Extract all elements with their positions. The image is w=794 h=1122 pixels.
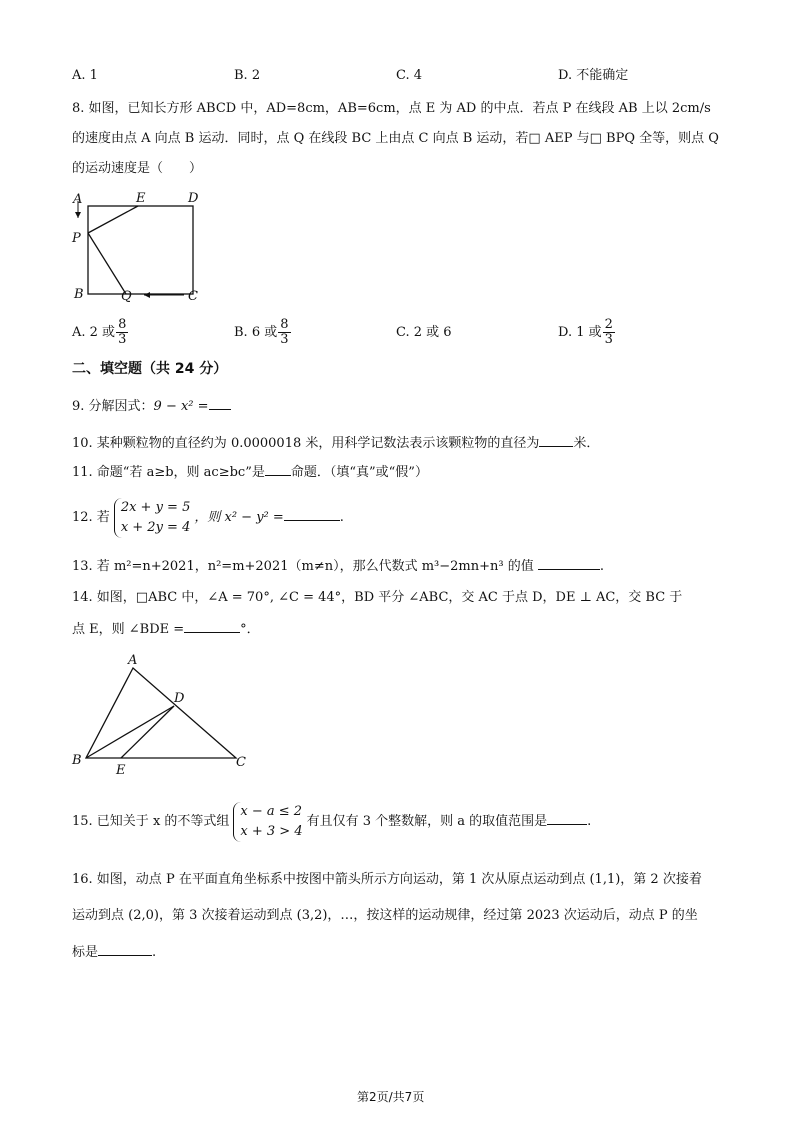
q13: 13. 若 m²=n+2021，n²=m+2021（m≠n），那么代数式 m³−2mn+n³ 的值 . — [72, 559, 605, 574]
section-2-title: 二、填空题（共 24 分） — [72, 361, 228, 377]
label-a: A — [73, 192, 83, 207]
q10: 10. 某种颗粒物的直径约为 0.0000018 米，用科学记数法表示该颗粒物的直径为 米． — [72, 436, 600, 451]
rectangle-abcd — [88, 206, 193, 294]
q12: 12. 若 2x + y = 5 x + 2y = 4 ，则 x² − y² = . — [72, 496, 344, 540]
label-c: C — [236, 755, 246, 770]
q8-line-3: 的运动速度是（ ） — [72, 161, 203, 176]
q8-option-a: A. 2 或 $\frac{8}{3}$ — [72, 317, 127, 347]
q15: 15. 已知关于 x 的不等式组 x − a ≤ 2 x + 3 > 4 有且仅有 3 个整数解，则 a 的取值范围是 . — [72, 800, 591, 844]
q14-line-1: 14. 如图，□ABC 中，∠A = 70°, ∠C = 44°，BD 平分 ∠ABC，交 AC 于点 D，DE ⊥ AC，交 BC 于 — [72, 590, 683, 605]
q7-option-d: D. 不能确定 — [558, 68, 629, 83]
q16-line-3: 标是 . — [72, 945, 157, 960]
q7-option-a: A. 1 — [72, 68, 98, 83]
label-b: B — [72, 753, 82, 768]
q16-line-2: 运动到点 (2,0)，第 3 次接着运动到点 (3,2)，…，按这样的运动规律，经过第 2023 次运动后，动点 P 的坐 — [72, 908, 698, 923]
label-e: E — [116, 763, 126, 778]
label-q: Q — [121, 289, 132, 304]
label-d: D — [174, 691, 185, 706]
q14-line-2: 点 E，则 ∠BDE = °． — [72, 622, 260, 637]
label-a: A — [128, 653, 138, 668]
segment-pq — [88, 233, 126, 294]
label-b: B — [74, 287, 84, 302]
label-d: D — [188, 191, 199, 206]
q8-rectangle-figure — [66, 186, 216, 306]
q8-option-c: C. 2 或 6 — [396, 325, 452, 340]
q16-line-1: 16. 如图，动点 P 在平面直角坐标系中按图中箭头所示方向运动，第 1 次从原点运动到点 (1,1)，第 2 次接着 — [72, 872, 702, 887]
label-e: E — [136, 191, 146, 206]
q8-line-1: 8. 如图，已知长方形 ABCD 中，AD=8cm，AB=6cm，点 E 为 AD 的中点．若点 P 在线段 AB 上以 2cm/s — [72, 101, 711, 116]
q8-option-d: D. 1 或 $\frac{2}{3}$ — [558, 317, 613, 347]
page-footer: 第2页/共7页 — [357, 1090, 425, 1104]
q14-triangle-figure — [66, 650, 256, 780]
q7-option-c: C. 4 — [396, 68, 423, 83]
label-c: C — [188, 289, 198, 304]
label-p: P — [72, 231, 81, 246]
q11: 11. 命题“若 a≥b，则 ac≥bc”是 命题．（填“真”或“假”） — [72, 465, 428, 480]
q7-option-b: B. 2 — [234, 68, 261, 83]
q9: 9. 分解因式：9 − x² = — [72, 397, 231, 416]
q8-option-b: B. 6 或 $\frac{8}{3}$ — [234, 317, 289, 347]
q8-line-2: 的速度由点 A 向点 B 运动．同时，点 Q 在线段 BC 上由点 C 向点 B 运动，若□ AEP 与□ BPQ 全等，则点 Q — [72, 131, 719, 146]
segment-pe — [88, 206, 138, 233]
